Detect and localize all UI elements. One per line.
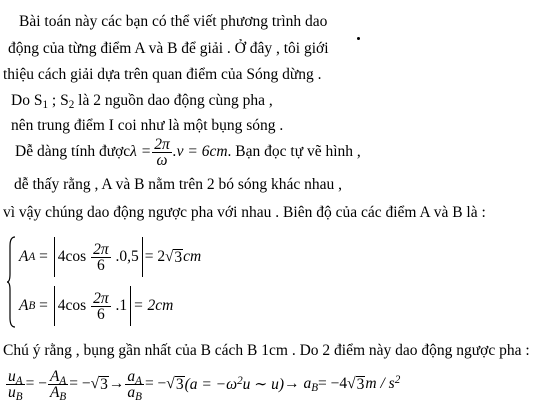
para-line-4: Do $S_1$ ; $S_2$ là 2 nguồn dao động cùng pha , [11, 92, 273, 111]
para-line-7: dễ thấy rằng , A và B nằm trên 2 bó sóng khác nhau , [14, 176, 343, 193]
final-equation: $\frac{u_A}{u_B}$ = − $\frac{A_A}{A_B}$ = − √ 3 → $\frac{a_A}{a_B}$ = − √ 3 ($a = -\omega^2u$ ∼ u) → $a_B$ = −4 √ 3 m / $s^2$ [8, 367, 401, 403]
lambda-fraction: $\frac{2\pi}{\omega}$ [154, 135, 170, 169]
para-line-1: Bài toán này các bạn có thể viết phương trình dao [19, 13, 328, 30]
para-line-6: Dễ dàng tính được λ = $\frac{2\pi}{\omega}$ .v = 6cm . Bạn đọc tự vẽ hình , [15, 135, 361, 169]
para-line-5: nên trung điểm I coi như là một bụng sóng . [11, 117, 284, 134]
equation-amplitude-b: A B = 4cos $\frac{2\pi}{6}$ .1 = 2cm [19, 285, 173, 327]
para-line-2: động của từng điểm A và B để giải . Ở đây , tôi giới [8, 40, 329, 57]
stray-dot [357, 37, 360, 40]
para-line-3: thiệu cách giải dựa trên quan điểm của Sóng dừng . [3, 66, 322, 83]
para-line-8: vì vậy chúng dao động ngược pha với nhau . Biên độ của các điểm A và B là : [3, 204, 486, 221]
note-line: Chú ý rằng , bụng gần nhất của B cách B 1cm . Do 2 điểm này dao động ngược pha : [3, 342, 530, 359]
equation-amplitude-a: A A = 4cos $\frac{2\pi}{6}$ .0,5 = 2 √ 3 cm [19, 236, 201, 278]
system-brace [6, 236, 16, 328]
